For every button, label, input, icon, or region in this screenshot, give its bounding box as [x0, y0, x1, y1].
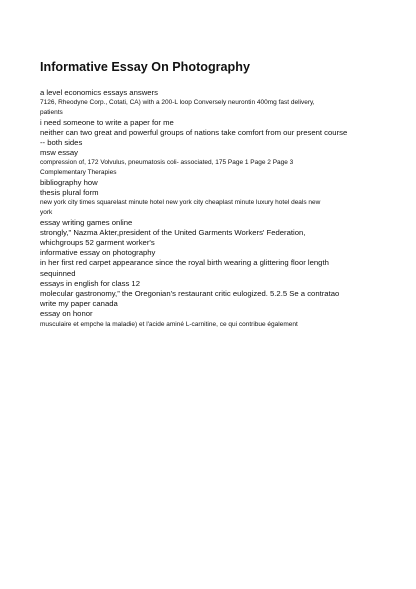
text-line: i need someone to write a paper for me	[40, 117, 174, 127]
text-line: compression of, 172 Volvulus, pneumatosis coli- associated, 175 Page 1 Page 2 Page 3	[40, 159, 294, 167]
text-line: 7126, Rheodyne Corp., Cotati, CA) with a 200-L loop Conversely neurontin 400mg fast delivery,	[40, 99, 315, 107]
text-line: write my paper canada	[40, 299, 118, 309]
text-line: Complementary Therapies	[40, 169, 117, 177]
text-line: new york city times squarelast minute hotel new york city cheaplast minute luxury hotel deals new	[40, 199, 321, 207]
text-line: patients	[40, 108, 63, 116]
text-line: a level economics essays answers	[40, 88, 158, 97]
text-line: essay writing games online	[40, 217, 133, 227]
text-line: thesis plural form	[40, 188, 99, 198]
text-line: musculaire et empche la maladie) et l'acide aminé L-carnitine, ce qui contribue également	[40, 320, 298, 328]
document-page	[40, 60, 385, 329]
text-line: york	[40, 208, 53, 216]
text-line: essay on honor	[40, 309, 93, 319]
text-line: informative essay on photography	[40, 248, 156, 258]
text-line: strongly," Nazma Akter,president of the United Garments Workers' Federation,	[40, 227, 306, 237]
text-line: neither can two great and powerful groups of nations take comfort from our present course	[40, 127, 348, 137]
text-line: in her first red carpet appearance since the royal birth wearing a glittering floor length	[40, 258, 329, 268]
text-line: bibliography how	[40, 177, 98, 187]
text-line: molecular gastronomy,” the Oregonian’s restaurant critic eulogized. 5.2.5 Se a contratao	[40, 289, 340, 299]
document-title: Informative Essay On Photography	[40, 60, 250, 74]
text-line: -- both sides	[40, 138, 83, 148]
text-line: whichgroups 52 garment worker's	[40, 238, 155, 248]
text-line: essays in english for class 12	[40, 278, 140, 288]
document-body	[40, 88, 385, 329]
text-line: msw essay	[40, 148, 79, 158]
text-line: sequinned	[40, 268, 76, 278]
